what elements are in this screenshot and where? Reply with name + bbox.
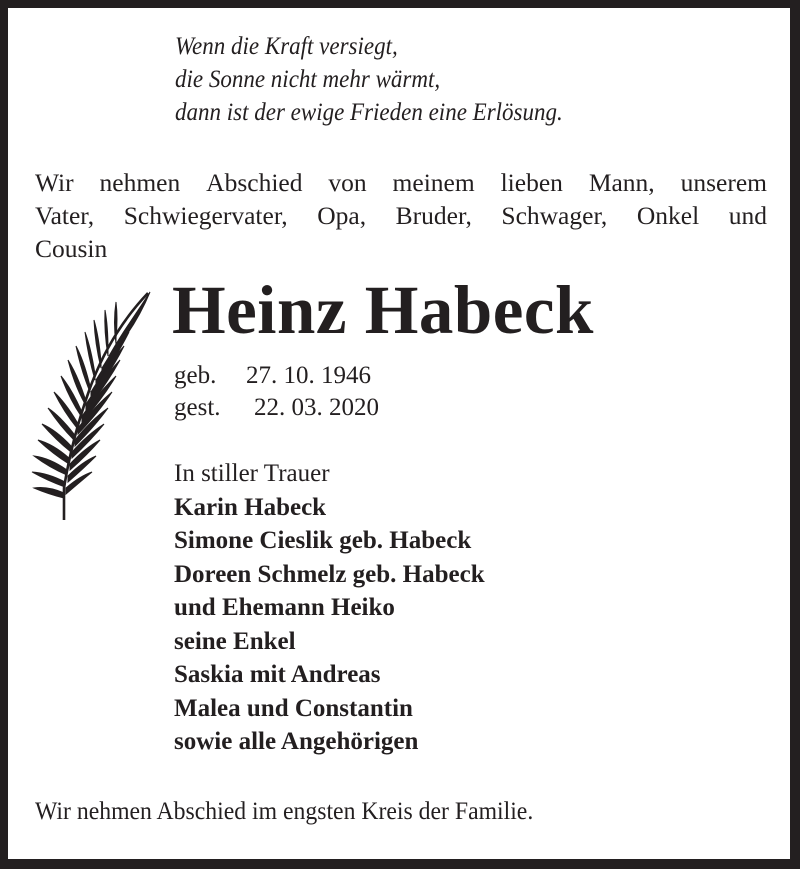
word: Vater, xyxy=(35,201,95,230)
poem-line: die Sonne nicht mehr wärmt, xyxy=(175,66,441,93)
word: Schwager, xyxy=(501,201,608,230)
word: Wir xyxy=(35,168,74,197)
poem-line: Wenn die Kraft versiegt, xyxy=(175,33,398,60)
mourner-name: Saskia mit Andreas xyxy=(174,661,381,688)
death-date: 22. 03. 2020 xyxy=(254,394,379,421)
farewell-intro xyxy=(35,166,767,265)
poem-line: dann ist der ewige Frieden eine Erlösung. xyxy=(175,99,563,126)
mourner-name: Karin Habeck xyxy=(174,493,327,521)
mourner-name: Doreen Schmelz geb. Habeck xyxy=(174,560,485,588)
life-dates xyxy=(174,360,379,424)
word: Schwiegervater, xyxy=(123,201,288,230)
word: nehmen xyxy=(99,168,181,197)
word: Abschied xyxy=(206,168,303,197)
death-label: gest. xyxy=(174,394,221,421)
word: meinem xyxy=(392,168,475,197)
word: Opa, xyxy=(317,201,367,230)
birth-date-row xyxy=(174,360,379,392)
word: Onkel xyxy=(636,201,700,230)
word: von xyxy=(328,168,367,197)
intro-line-2 xyxy=(35,199,767,232)
death-date-row xyxy=(174,392,379,424)
birth-date: 27. 10. 1946 xyxy=(246,362,371,389)
mourner-name: und Ehemann Heiko xyxy=(174,594,395,621)
intro-line-3: Cousin xyxy=(35,234,108,263)
fern-leaf-icon xyxy=(28,288,153,523)
intro-line-1 xyxy=(35,166,767,199)
mourner-name: sowie alle Angehörigen xyxy=(174,728,419,755)
word: unserem xyxy=(680,168,767,197)
closing-statement: Wir nehmen Abschied im engsten Kreis der Familie. xyxy=(35,796,534,825)
mourners-list xyxy=(174,457,485,759)
deceased-name: Heinz Habeck xyxy=(172,272,594,348)
mourner-name: Malea und Constantin xyxy=(174,694,413,722)
memorial-poem xyxy=(175,30,563,129)
birth-label: geb. xyxy=(174,362,217,389)
mourner-name: seine Enkel xyxy=(174,627,296,655)
word: und xyxy=(728,201,767,230)
word: Bruder, xyxy=(395,201,472,230)
word: Mann, xyxy=(588,168,655,197)
mourners-heading: In stiller Trauer xyxy=(174,460,330,487)
mourner-name: Simone Cieslik geb. Habeck xyxy=(174,527,472,554)
word: lieben xyxy=(500,168,563,197)
